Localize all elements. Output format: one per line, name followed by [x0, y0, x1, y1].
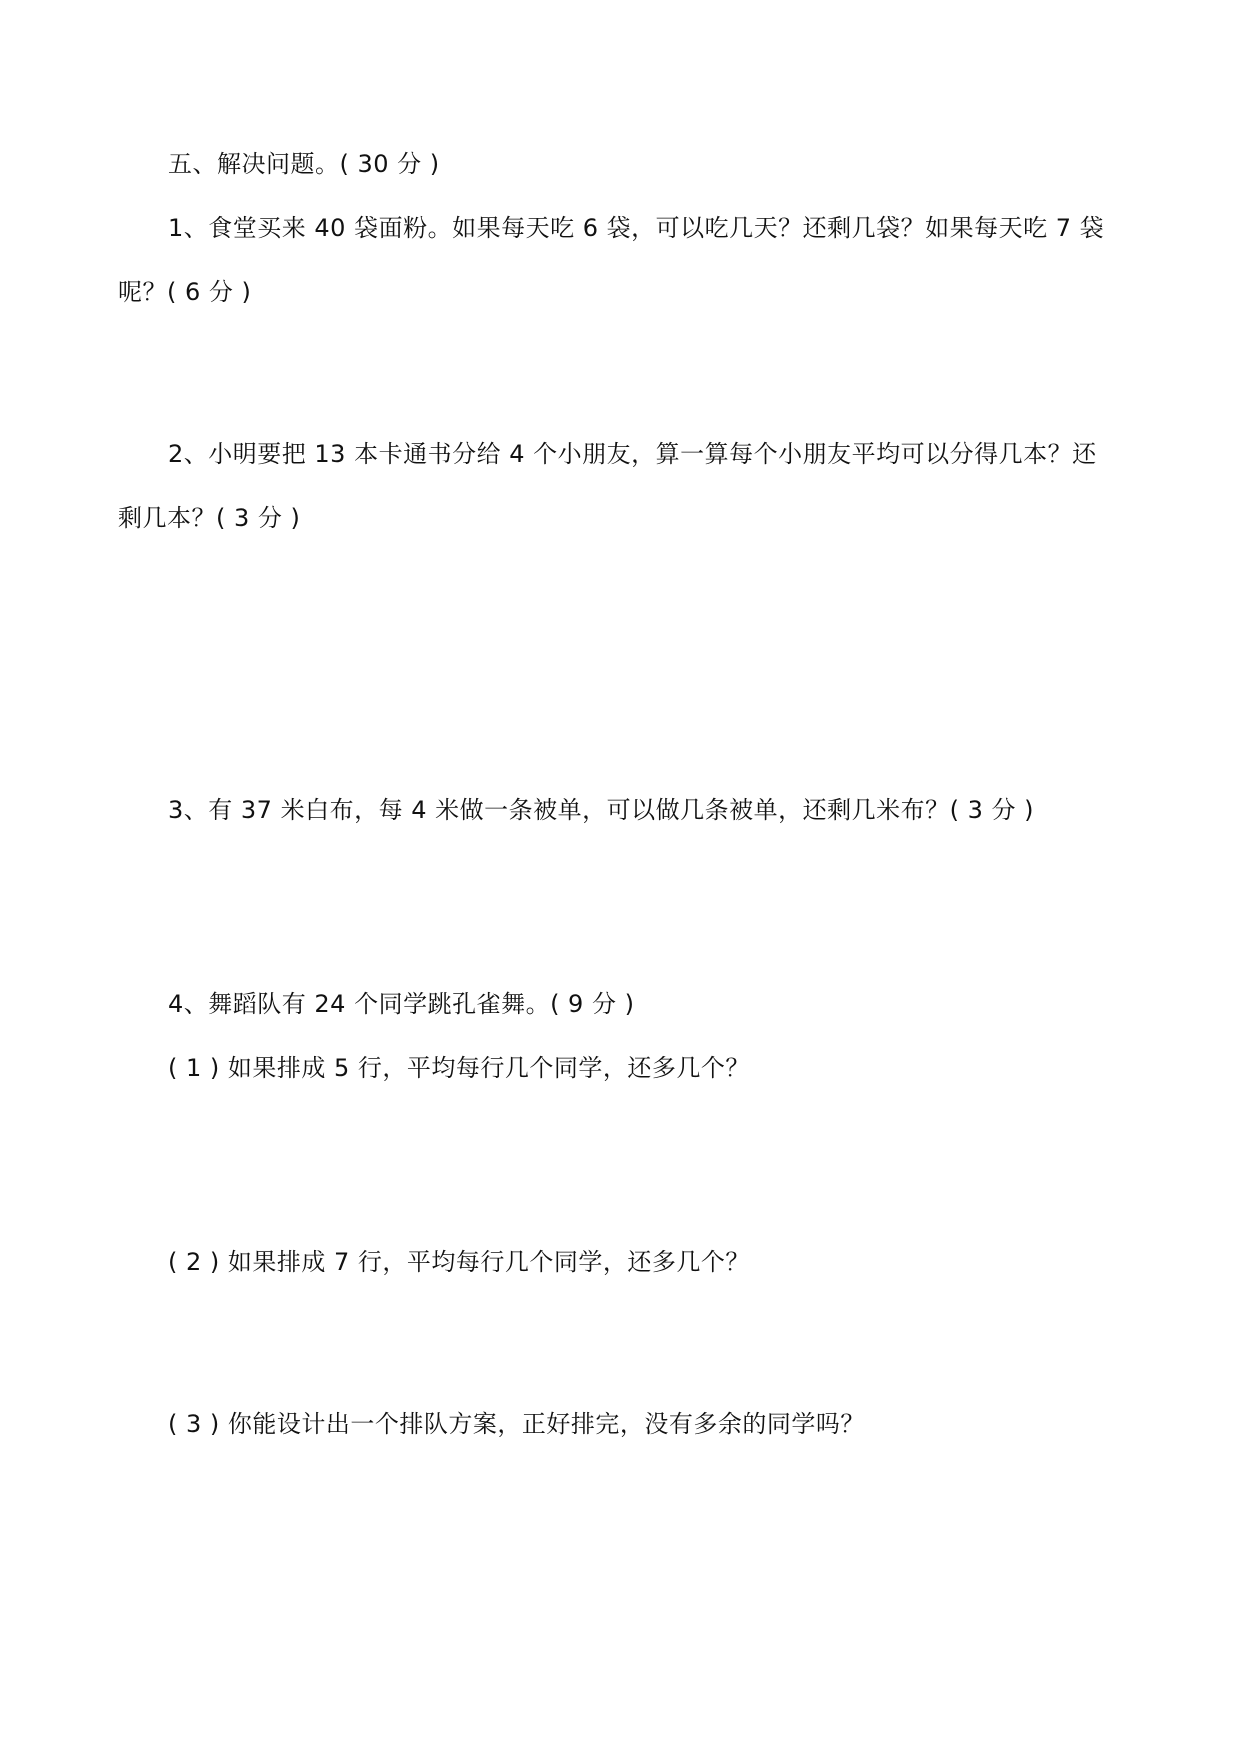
question-4-sub-3: ( 3 ) 你能设计出一个排队方案，正好排完，没有多余的同学吗？	[168, 1410, 865, 1438]
section-heading: 五、解决问题。( 30 分 )	[168, 150, 440, 178]
question-4-sub-1: ( 1 ) 如果排成 5 行，平均每行几个同学，还多几个？	[168, 1054, 750, 1082]
question-4-line-1: 4、舞蹈队有 24 个同学跳孔雀舞。( 9 分 )	[168, 990, 635, 1018]
question-2-line-1: 2、小明要把 13 本卡通书分给 4 个小朋友，算一算每个小朋友平均可以分得几本？还	[168, 440, 1097, 468]
question-1-line-1: 1、食堂买来 40 袋面粉。如果每天吃 6 袋，可以吃几天？还剩几袋？如果每天吃 7 袋	[168, 214, 1105, 242]
question-2-line-2: 剩几本？( 3 分 )	[118, 504, 301, 532]
question-1-line-2: 呢？( 6 分 )	[118, 278, 252, 306]
question-4-sub-2: ( 2 ) 如果排成 7 行，平均每行几个同学，还多几个？	[168, 1248, 750, 1276]
question-3-line-1: 3、有 37 米白布，每 4 米做一条被单，可以做几条被单，还剩几米布？( 3 分 )	[168, 796, 1034, 824]
